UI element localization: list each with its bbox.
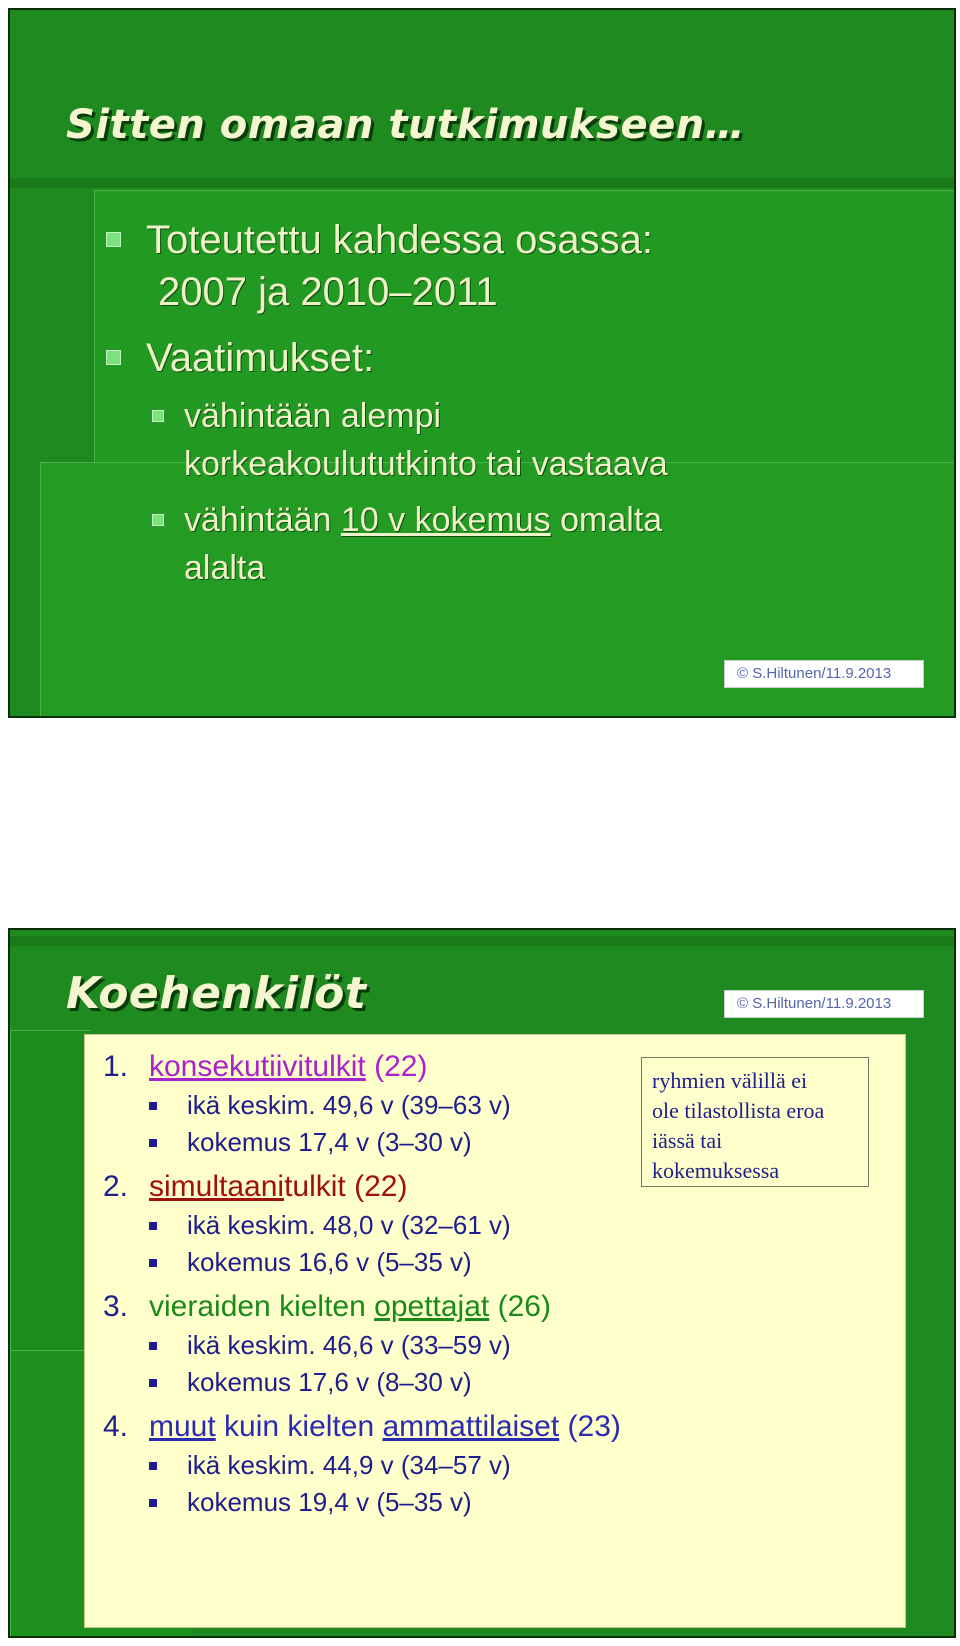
group-name: kuin kielten xyxy=(215,1410,383,1443)
square-bullet-icon xyxy=(149,1342,157,1350)
sub-bullet-text: korkeakoulututkinto tai vastaava xyxy=(184,445,668,483)
group-name: opettajat xyxy=(374,1290,490,1323)
experience-text: kokemus 19,4 v (5–35 v) xyxy=(187,1487,472,1517)
group-name: konsekutiivi xyxy=(149,1050,305,1083)
note-text: iässä tai xyxy=(652,1128,723,1153)
group-count: (22) xyxy=(374,1050,428,1083)
group-number: 1. xyxy=(103,1050,129,1083)
square-bullet-icon xyxy=(106,232,121,247)
square-bullet-icon xyxy=(149,1499,157,1507)
sub-bullet-text: omalta xyxy=(550,501,663,539)
note-text: ole tilastollista eroa xyxy=(652,1098,825,1123)
experience-text: kokemus 17,4 v (3–30 v) xyxy=(187,1127,472,1157)
group-detail xyxy=(95,1364,815,1401)
group-name: muut xyxy=(149,1410,216,1443)
age-text: ikä keskim. 44,9 v (34–57 v) xyxy=(187,1450,511,1480)
experience-text: kokemus 17,6 v (8–30 v) xyxy=(187,1367,472,1397)
sub-bullet-item xyxy=(146,392,926,488)
sub-bullet-text: vähintään xyxy=(184,501,341,539)
square-bullet-icon xyxy=(149,1139,157,1147)
group-count: (26) xyxy=(497,1290,551,1323)
square-bullet-icon xyxy=(149,1259,157,1267)
bullet-item xyxy=(106,214,926,318)
experience-text: kokemus 16,6 v (5–35 v) xyxy=(187,1247,472,1277)
note-text: ryhmien välillä ei xyxy=(652,1068,808,1093)
group-count: (23) xyxy=(567,1410,621,1443)
group-number: 3. xyxy=(103,1290,129,1323)
bullet-item xyxy=(106,332,926,384)
square-bullet-icon xyxy=(152,410,164,422)
bullet-text: 2007 ja 2010–2011 xyxy=(158,270,498,314)
group-detail xyxy=(95,1244,815,1281)
group-name: tulkit xyxy=(284,1170,346,1203)
age-text: ikä keskim. 48,0 v (32–61 v) xyxy=(187,1210,511,1240)
bullet-text: Toteutettu kahdessa osassa: xyxy=(146,218,653,262)
square-bullet-icon xyxy=(149,1222,157,1230)
copyright-notice: © S.Hiltunen/11.9.2013 xyxy=(724,990,924,1018)
group-detail xyxy=(95,1484,815,1521)
square-bullet-icon xyxy=(106,350,121,365)
content-box xyxy=(84,1034,906,1628)
sub-bullet-text: alalta xyxy=(184,549,266,587)
slide-1 xyxy=(8,8,956,718)
group-name: tulkit xyxy=(304,1050,366,1083)
bullet-list xyxy=(106,214,926,592)
slide-2 xyxy=(8,928,956,1638)
group-detail xyxy=(95,1207,815,1244)
group-item xyxy=(95,1407,815,1447)
group-item xyxy=(95,1287,815,1327)
group-count: (22) xyxy=(354,1170,408,1203)
underlined-text: 10 v kokemus xyxy=(340,501,551,539)
square-bullet-icon xyxy=(149,1102,157,1110)
age-text: ikä keskim. 49,6 v (39–63 v) xyxy=(187,1090,511,1120)
group-number: 4. xyxy=(103,1410,129,1443)
group-detail xyxy=(95,1447,815,1484)
bullet-text: Vaatimukset: xyxy=(146,336,375,380)
slide-title: Koehenkilöt xyxy=(66,968,367,1019)
group-name: ammattilaiset xyxy=(382,1410,560,1443)
square-bullet-icon xyxy=(149,1462,157,1470)
group-number: 2. xyxy=(103,1170,129,1203)
sub-bullet-text: vähintään alempi xyxy=(184,397,442,435)
note-box xyxy=(641,1057,869,1187)
sub-bullet-item xyxy=(146,496,926,592)
square-bullet-icon xyxy=(149,1379,157,1387)
group-detail xyxy=(95,1327,815,1364)
slide-title: Sitten omaan tutkimukseen… xyxy=(66,102,746,148)
age-text: ikä keskim. 46,6 v (33–59 v) xyxy=(187,1330,511,1360)
square-bullet-icon xyxy=(152,514,164,526)
note-text: kokemuksessa xyxy=(652,1158,780,1183)
group-name: simultaani xyxy=(149,1170,285,1203)
group-name: vieraiden kielten xyxy=(149,1290,375,1323)
copyright-notice: © S.Hiltunen/11.9.2013 xyxy=(724,660,924,688)
